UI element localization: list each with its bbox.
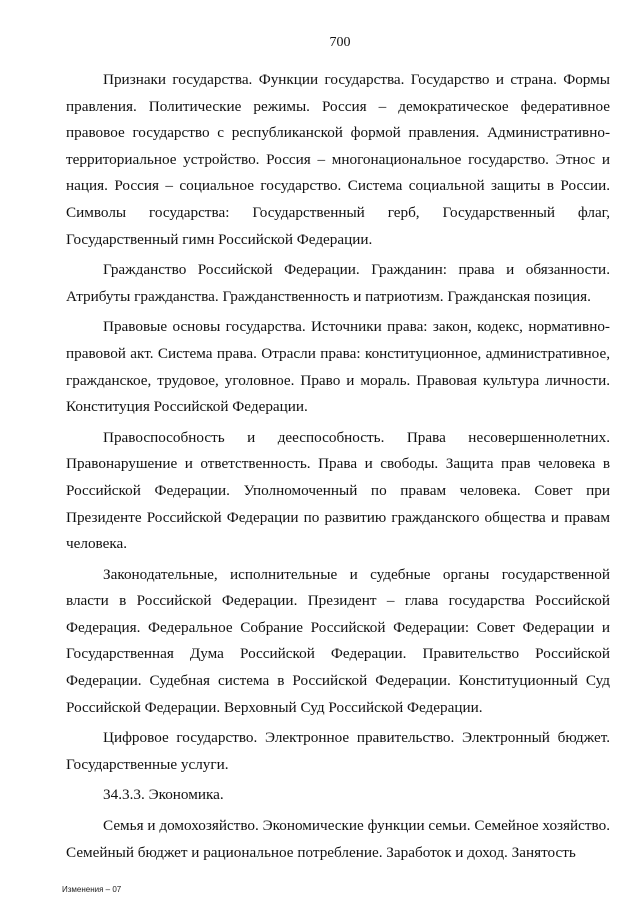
paragraph-state-authorities: Законодательные, исполнительные и судебные органы государственной власти в Российской Федерации. Президент – глава государства Российской Федерация. Федеральное Собрание Российской Федерации: Совет Федерации и Государственная Дума Российской Федерации. Правительство Российской Федерации. Судебная система в Российской Федерации. Конституционный Суд Российской Федерации. Верховный Суд Российской Федерации. xyxy=(66,565,610,716)
footer-note: Изменения – 07 xyxy=(62,885,122,894)
page-number: 700 xyxy=(329,35,351,50)
paragraph-citizenship: Гражданство Российской Федерации. Гражданин: права и обязанности. Атрибуты гражданства. Гражданственность и патриотизм. Гражданская позиция. xyxy=(66,261,610,305)
paragraph-legal-capacity: Правоспособность и дееспособность. Права несовершеннолетних. Правонарушение и ответственность. Права и свободы. Защита прав человека в Российской Федерации. Уполномоченный по правам человека. Совет при Президенте Российской Федерации по развитию гражданского общества и правам человека. xyxy=(66,428,610,553)
paragraph-legal-foundations: Правовые основы государства. Источники права: закон, кодекс, нормативно-правовой акт. Система права. Отрасли права: конституционное, административное, гражданское, трудовое, уголовное. Право и мораль. Правовая культура личности. Конституция Российской Федерации. xyxy=(66,318,610,416)
paragraph-state: Признаки государства. Функции государства. Государство и страна. Формы правления. Политические режимы. Россия – демократическое федеративное правовое государство с республиканской формой правления. Административно-территориальное устройство. Россия – многонациональное государство. Этнос и нация. Россия – социальное государство. Система социальной защиты в России. Символы государства: Государственный герб, Государственный флаг, Государственный гимн Российской Федерации. xyxy=(66,71,610,248)
paragraph-family-economy: Семья и домохозяйство. Экономические функции семьи. Семейное хозяйство. Семейный бюджет и рациональное потребление. Заработок и доход. Занятость xyxy=(66,817,610,861)
document-body xyxy=(66,67,610,870)
section-heading: 34.3.3. Экономика. xyxy=(103,786,224,804)
paragraph-digital-state: Цифровое государство. Электронное правительство. Электронный бюджет. Государственные услуги. xyxy=(66,729,610,773)
